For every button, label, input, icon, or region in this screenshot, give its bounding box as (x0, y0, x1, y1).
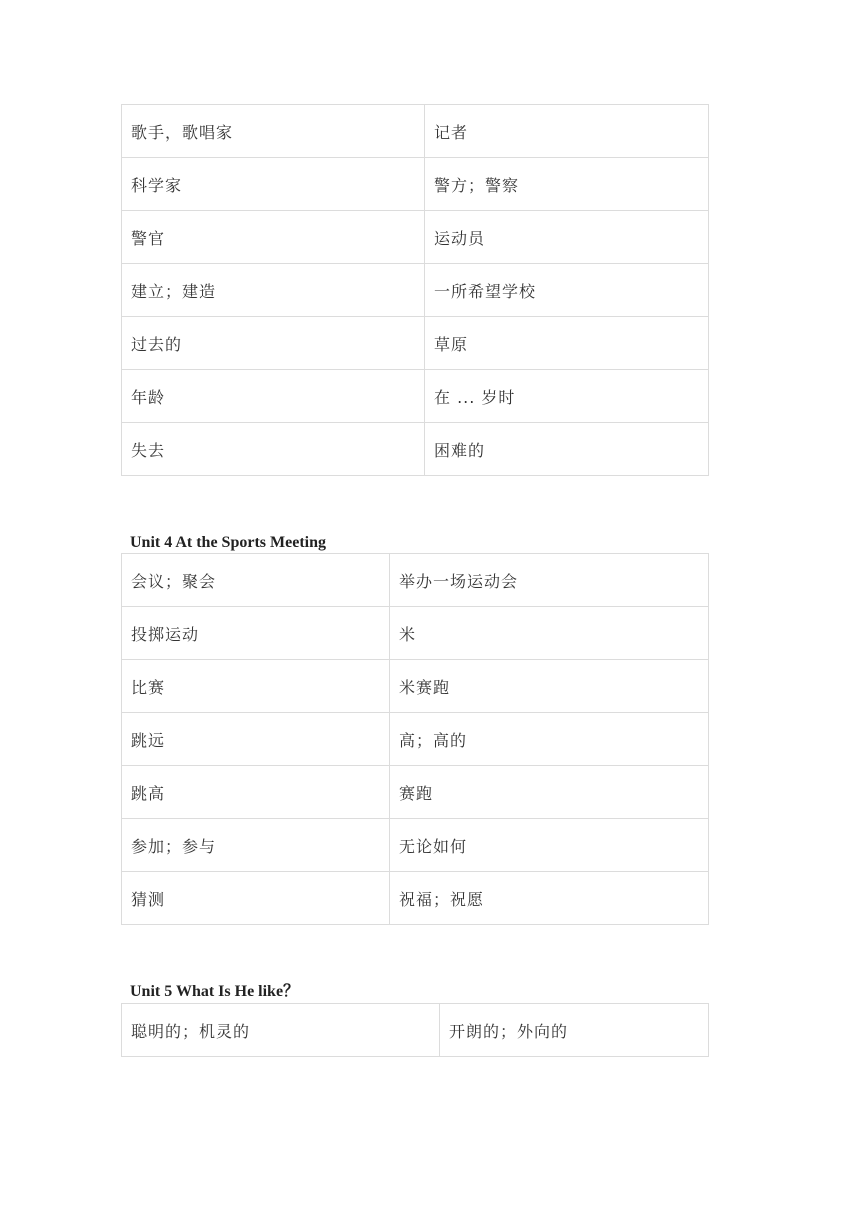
table-cell: 在 ... 岁时 (425, 370, 709, 423)
table-row (122, 872, 709, 925)
vocab-table-unit3 (121, 104, 709, 476)
table-cell: 赛跑 (390, 766, 709, 819)
table-row (122, 819, 709, 872)
table-cell: 米赛跑 (390, 660, 709, 713)
table-cell: 过去的 (122, 317, 425, 370)
table-cell: 科学家 (122, 158, 425, 211)
vocab-table-unit5 (121, 1003, 709, 1057)
table-row (122, 660, 709, 713)
table-cell: 草原 (425, 317, 709, 370)
table-cell: 参加；参与 (122, 819, 390, 872)
table-cell: 警官 (122, 211, 425, 264)
table-cell: 举办一场运动会 (390, 554, 709, 607)
table-cell: 高；高的 (390, 713, 709, 766)
table-row (122, 423, 709, 476)
table-cell: 警方；警察 (425, 158, 709, 211)
table-cell: 一所希望学校 (425, 264, 709, 317)
table-cell: 投掷运动 (122, 607, 390, 660)
table-cell: 会议；聚会 (122, 554, 390, 607)
table-cell: 运动员 (425, 211, 709, 264)
table-cell: 猜测 (122, 872, 390, 925)
table-cell: 跳高 (122, 766, 390, 819)
table-cell: 祝福；祝愿 (390, 872, 709, 925)
unit5-heading: Unit 5 What Is He like？ (130, 983, 300, 1000)
table-cell: 跳远 (122, 713, 390, 766)
table-row (122, 1004, 709, 1057)
table-row (122, 713, 709, 766)
table-row (122, 766, 709, 819)
table-cell: 开朗的；外向的 (440, 1004, 709, 1057)
vocab-table-unit4 (121, 553, 709, 925)
table-cell: 建立；建造 (122, 264, 425, 317)
table-cell: 年龄 (122, 370, 425, 423)
table-row (122, 211, 709, 264)
table-cell: 聪明的；机灵的 (122, 1004, 440, 1057)
table-row (122, 158, 709, 211)
table-cell: 失去 (122, 423, 425, 476)
table-cell: 无论如何 (390, 819, 709, 872)
table-cell: 歌手，歌唱家 (122, 105, 425, 158)
table-row (122, 317, 709, 370)
table-row (122, 370, 709, 423)
table-cell: 记者 (425, 105, 709, 158)
table-row (122, 264, 709, 317)
unit4-heading: Unit 4 At the Sports Meeting (130, 534, 326, 551)
table-row (122, 607, 709, 660)
table-cell: 比赛 (122, 660, 390, 713)
table-cell: 困难的 (425, 423, 709, 476)
table-cell: 米 (390, 607, 709, 660)
table-row (122, 105, 709, 158)
table-row (122, 554, 709, 607)
